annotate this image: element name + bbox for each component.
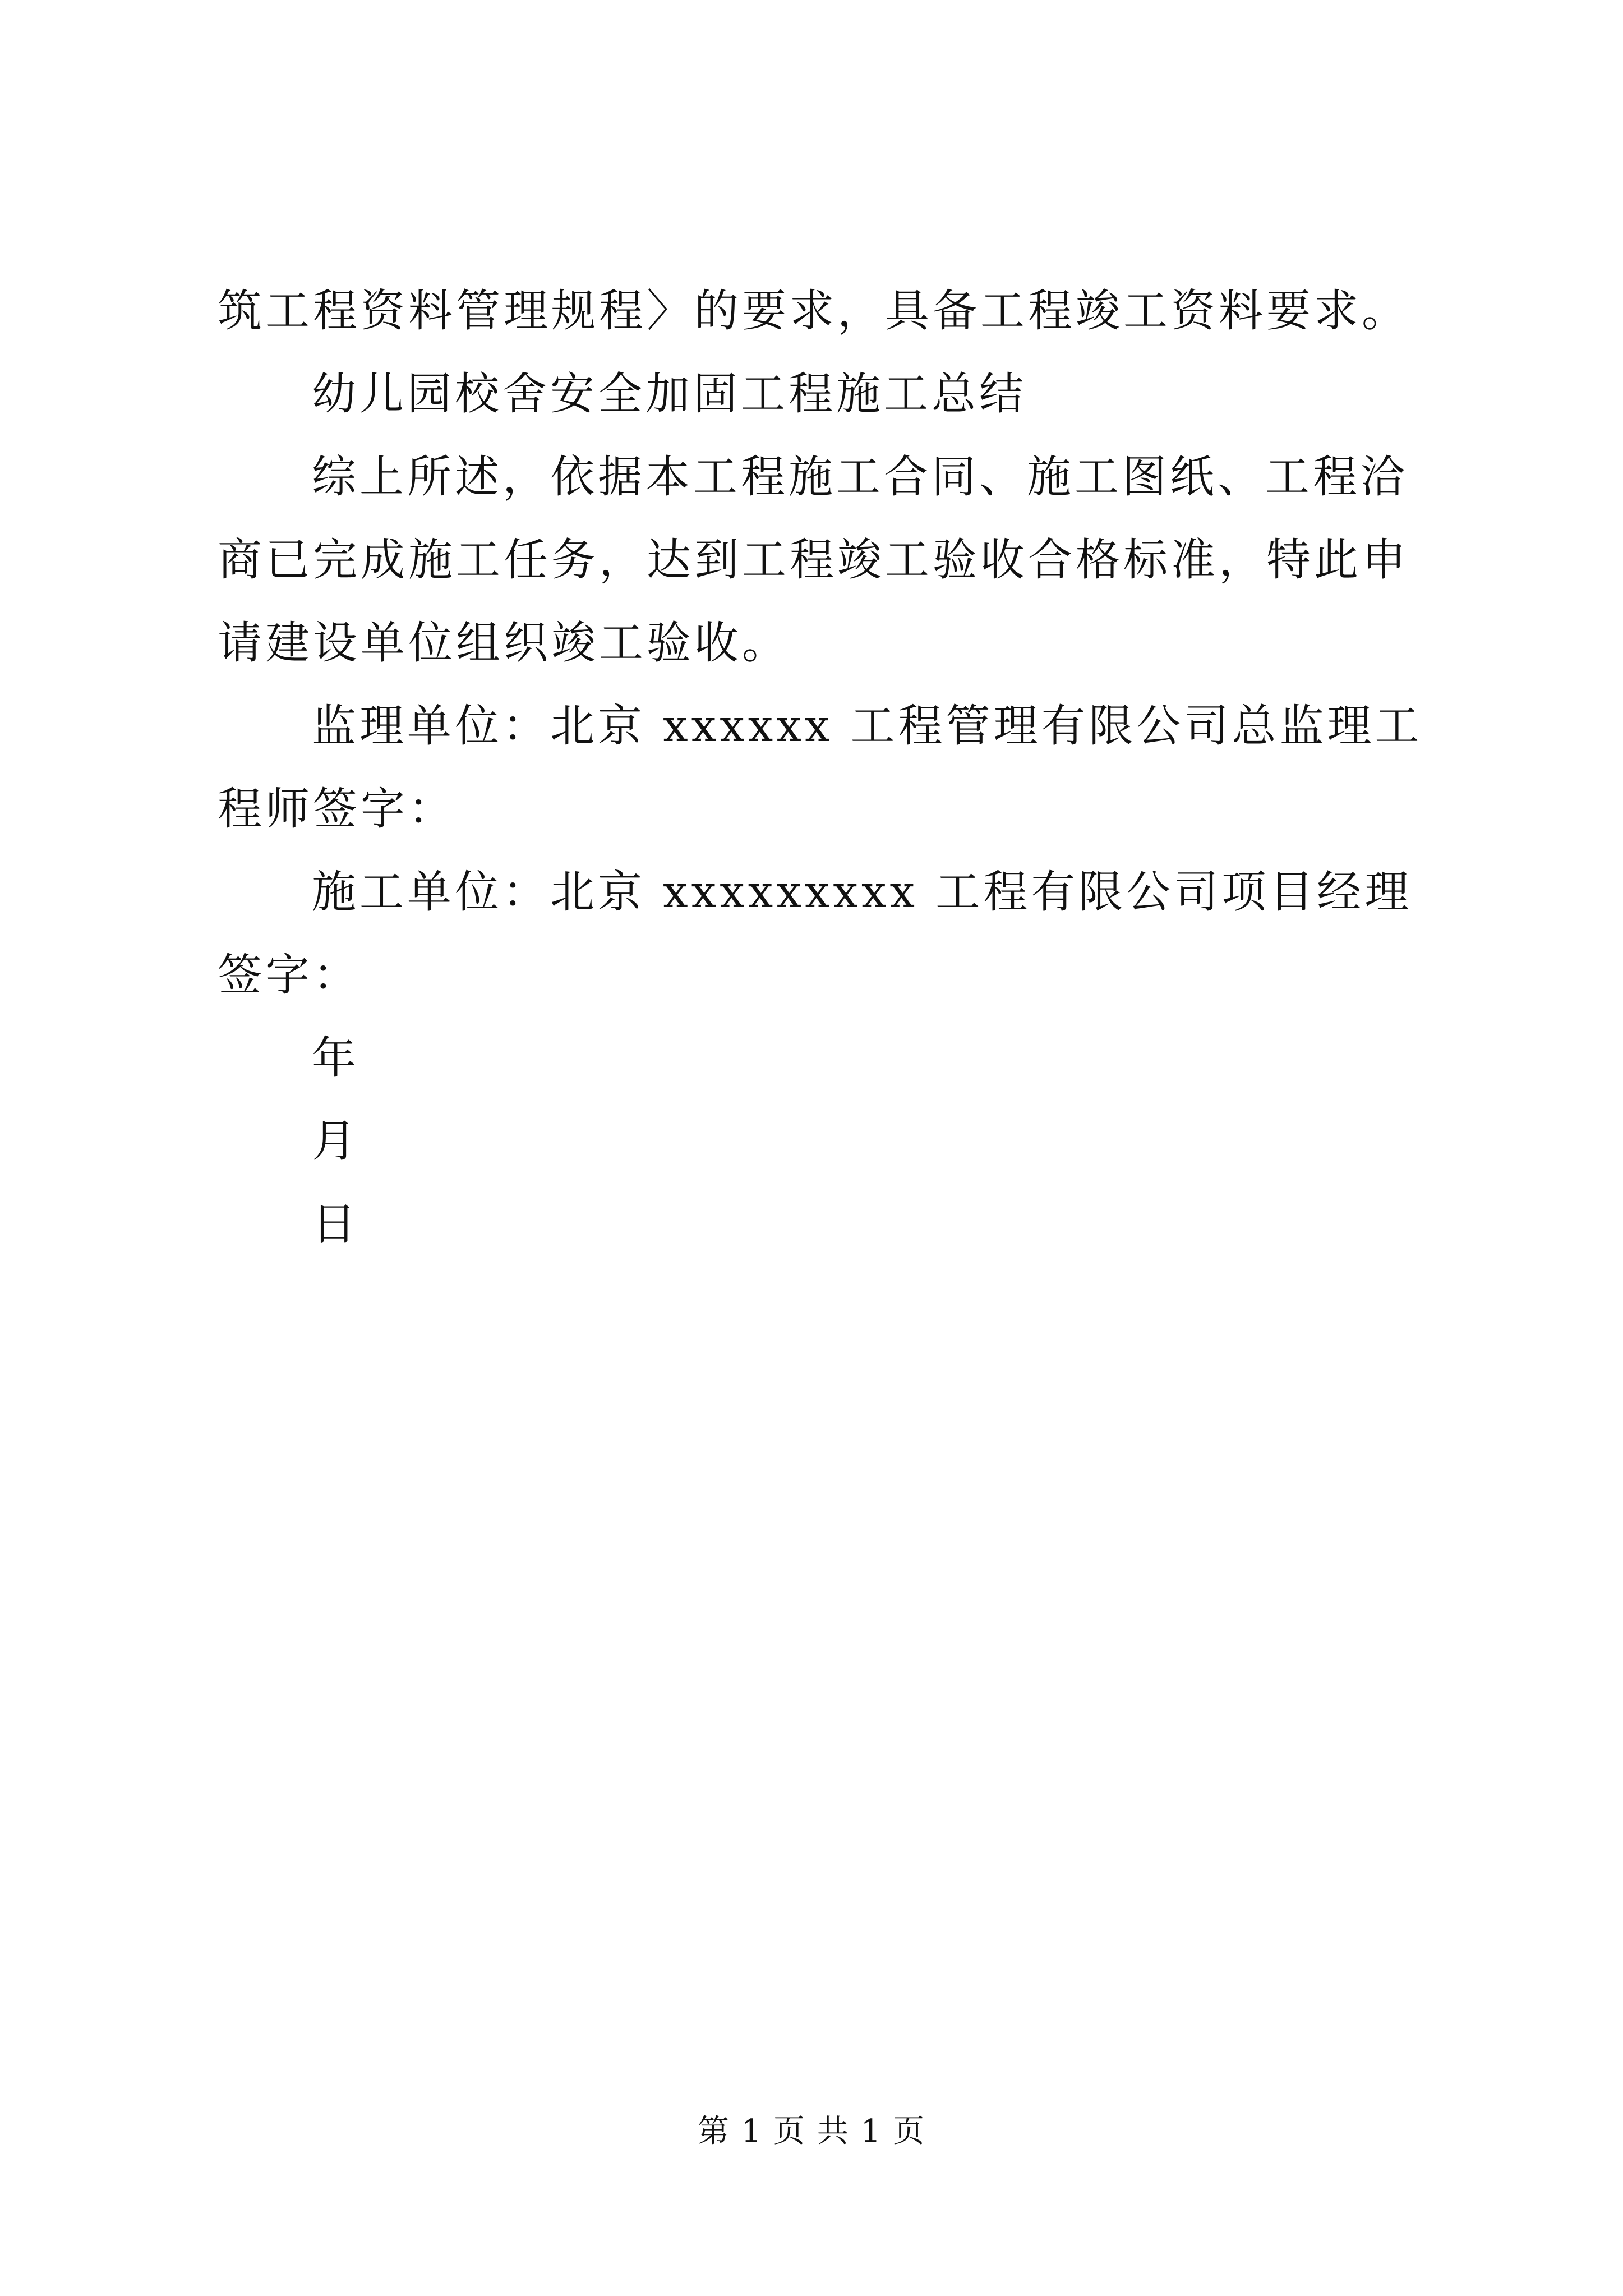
date-year: 年: [312, 1032, 359, 1084]
page-number: 第 1 页: [697, 2113, 806, 2150]
date-month: 月: [312, 1115, 359, 1167]
page-total: 共 1 页: [817, 2113, 926, 2150]
supervisor-signature-line: 监理单位：北京 xxxxxx 工程管理有限公司总监理工程师签字：: [218, 700, 1423, 835]
paragraph-conclusion: 综上所述，依据本工程施工合同、施工图纸、工程洽商已完成施工任务，达到工程竣工验收合格标准，特此申请建设单位组织竣工验收。: [218, 451, 1409, 669]
contractor-signature-line: 施工单位：北京 xxxxxxxxx 工程有限公司项目经理签字：: [218, 866, 1413, 1001]
paragraph-continuation: 筑工程资料管理规程〉的要求，具备工程竣工资料要求。: [218, 285, 1409, 337]
document-body: [218, 269, 1429, 1266]
date-day: 日: [312, 1198, 359, 1250]
summary-title: 幼儿园校舍安全加固工程施工总结: [312, 368, 1027, 420]
page-footer: [0, 2109, 1623, 2154]
